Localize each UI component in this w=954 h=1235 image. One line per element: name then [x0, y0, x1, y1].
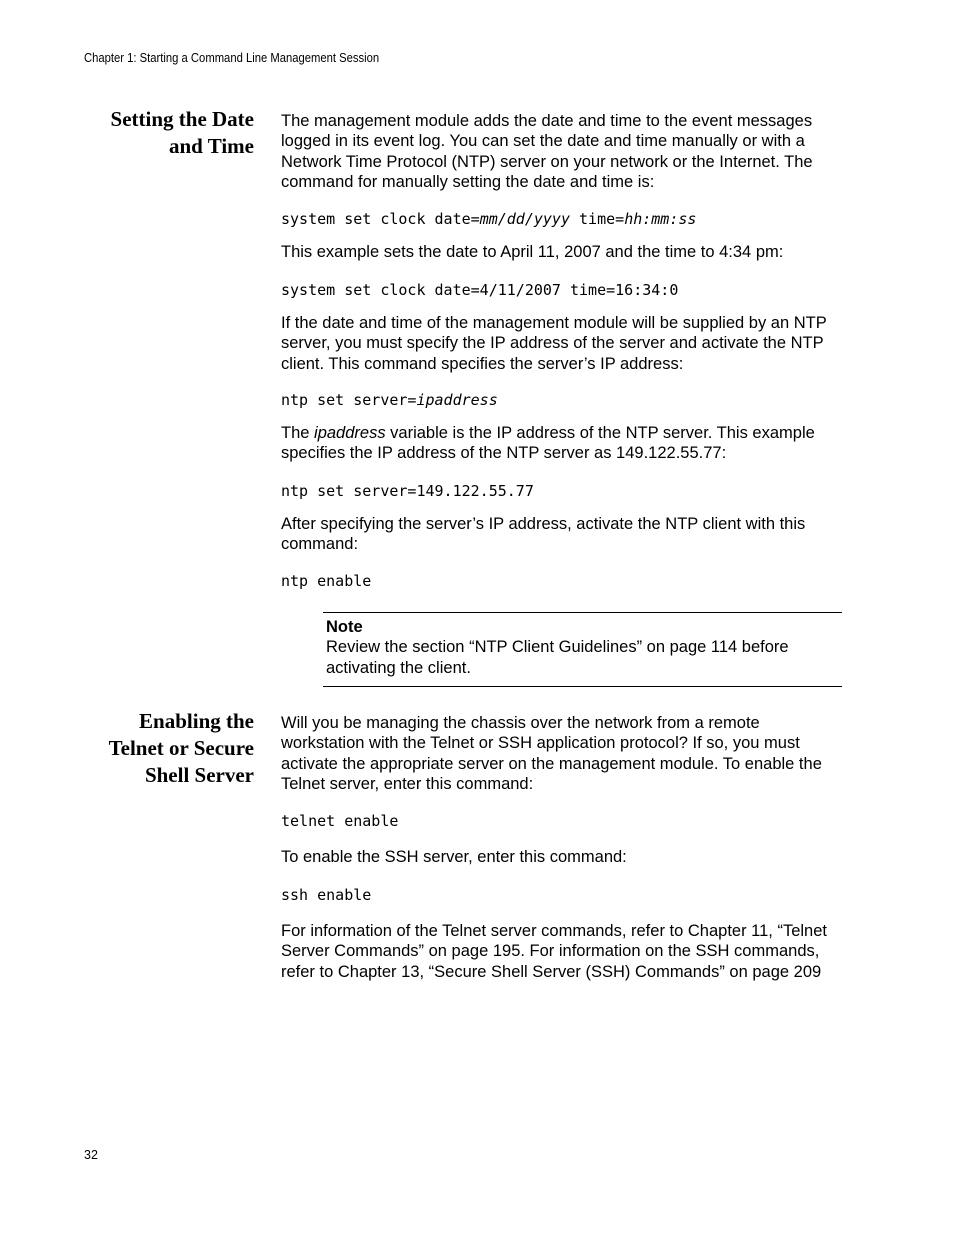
- heading-line: Enabling the: [139, 709, 254, 733]
- heading-line: Telnet or Secure: [108, 736, 254, 760]
- paragraph: This example sets the date to April 11, 2007 and the time to 4:34 pm:: [281, 243, 784, 261]
- text: variable is the IP address of the NTP server. This example specifies the IP address of the NTP server as 149.122.55.77:: [281, 424, 815, 463]
- code-line: [281, 390, 846, 410]
- note-title: Note: [326, 618, 363, 636]
- code-text: system set clock date=: [281, 210, 480, 228]
- text: The: [281, 424, 315, 442]
- code-line: telnet enable: [281, 812, 399, 830]
- code-text: ntp set server=: [281, 391, 417, 409]
- note-text: Review the section “NTP Client Guidelines” on page 114 before activating the client.: [326, 638, 789, 677]
- section-heading-telnet-ssh: [54, 708, 254, 789]
- paragraph: If the date and time of the management module will be supplied by an NTP server, you must specify the IP address of the server and activate the NTP client. This command specifies the server’s IP address:: [281, 314, 827, 373]
- heading-line: Shell Server: [144, 763, 254, 787]
- code-variable: hh:mm:ss: [624, 210, 697, 228]
- heading-line: and Time: [168, 134, 254, 158]
- running-head: Chapter 1: Starting a Command Line Management Session: [84, 51, 380, 65]
- code-line: ntp enable: [281, 572, 372, 590]
- code-line: [281, 209, 846, 229]
- code-variable: mm/dd/yyyy: [479, 210, 570, 228]
- heading-line: Setting the Date: [110, 107, 254, 131]
- code-line: ntp set server=149.122.55.77: [281, 482, 534, 500]
- section-heading-date-time: [54, 106, 254, 160]
- paragraph: Will you be managing the chassis over the network from a remote workstation with the Telnet or SSH application protocol? If so, you must activate the appropriate server on the management module. To enable the Telnet server, enter this command:: [281, 714, 822, 793]
- code-variable: ipaddress: [416, 391, 498, 409]
- paragraph: To enable the SSH server, enter this command:: [281, 848, 627, 866]
- paragraph: For information of the Telnet server commands, refer to Chapter 11, “Telnet Server Commands” on page 195. For information on the SSH commands, refer to Chapter 13, “Secure Shell Server (SSH) Commands” on page 209: [281, 922, 827, 981]
- section1-body: [281, 111, 846, 192]
- code-line: ssh enable: [281, 886, 372, 904]
- paragraph: The management module adds the date and time to the event messages logged in its event log. You can set the date and time manually or with a Network Time Protocol (NTP) server on your network or the Internet. The command for manually setting the date and time is:: [281, 112, 813, 191]
- paragraph: [281, 423, 846, 464]
- code-text: time=: [570, 210, 625, 228]
- note-box: [323, 612, 842, 687]
- page-number: 32: [84, 1148, 98, 1162]
- paragraph: After specifying the server’s IP address, activate the NTP client with this command:: [281, 515, 806, 554]
- variable-text: ipaddress: [314, 424, 386, 442]
- code-line: system set clock date=4/11/2007 time=16:34:0: [281, 281, 679, 299]
